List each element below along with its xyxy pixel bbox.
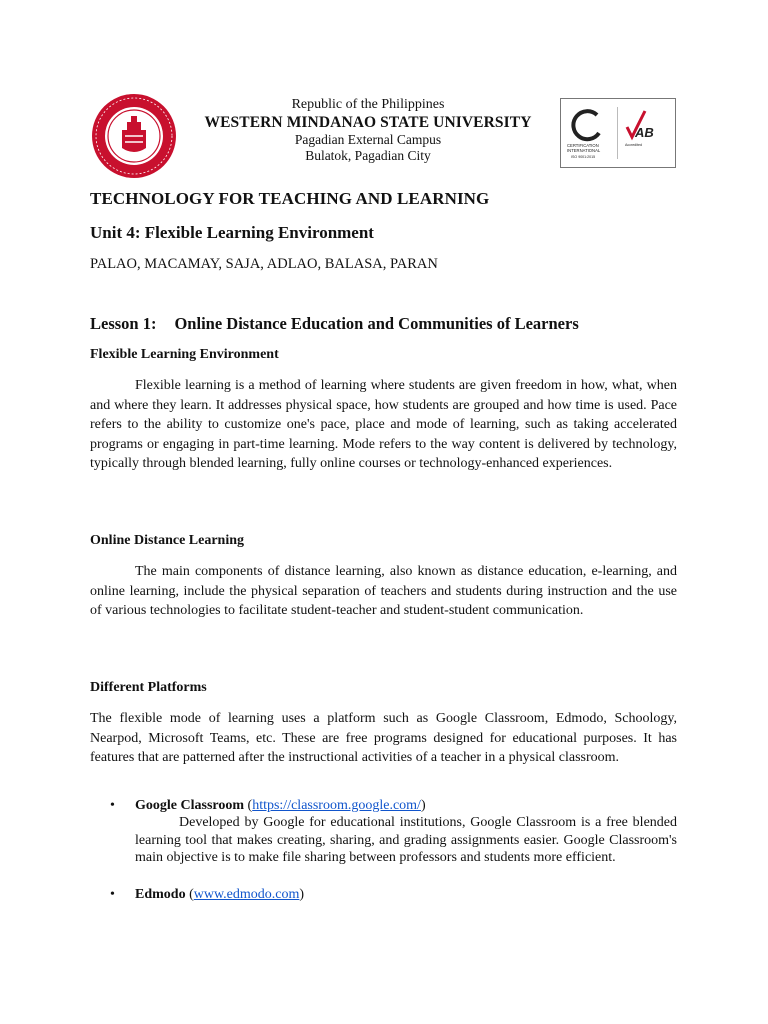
section-heading-flexible: Flexible Learning Environment bbox=[90, 347, 279, 362]
list-item: • Edmodo (www.edmodo.com) bbox=[110, 886, 305, 902]
paragraph-flexible: Flexible learning is a method of learning where students are given freedom in how, what, when and where they learn. It addresses physical space, how students are grouped and how time is used. Pace refers to the ability to customize one's pace, place and mode of learning, such as taking accelerated programs or engaging in part-time learning. Mode refers to the way content is delivered by technology, typically through blended learning, fully online courses or technology-enhanced experiences. bbox=[90, 378, 677, 472]
campus-line: Pagadian External Campus bbox=[294, 132, 442, 147]
section-heading-online: Online Distance Learning bbox=[90, 533, 245, 548]
address-line: Bulatok, Pagadian City bbox=[305, 148, 431, 163]
bullet-icon: • bbox=[110, 886, 115, 902]
svg-text:ISO 9001:2015: ISO 9001:2015 bbox=[571, 155, 596, 159]
svg-text:CERTIFICATION: CERTIFICATION bbox=[567, 143, 599, 148]
letterhead-text bbox=[198, 96, 538, 164]
list-item: • Google Classroom (https://classroom.google.com/) Developed by Google for educational institutions, Google Classroom is a free blended learning tool that makes creating, sharing, and grading assignments easier. Google Classroom's main objective is to make file sharing between professors and students more efficient. bbox=[110, 798, 677, 866]
svg-text:INTERNATIONAL: INTERNATIONAL bbox=[567, 148, 601, 153]
university-name: WESTERN MINDANAO STATE UNIVERSITY bbox=[204, 114, 532, 131]
section-heading-platforms: Different Platforms bbox=[90, 680, 207, 695]
platform-name: Edmodo bbox=[135, 886, 186, 902]
edmodo-link[interactable]: www.edmodo.com bbox=[193, 886, 300, 902]
unit-title: Unit 4: Flexible Learning Environment bbox=[90, 223, 374, 242]
university-seal-logo bbox=[90, 92, 178, 180]
lesson-number: Lesson 1: bbox=[90, 314, 157, 333]
bullet-icon: • bbox=[110, 798, 115, 813]
platform-name: Google Classroom bbox=[135, 798, 245, 813]
google-classroom-link[interactable]: https://classroom.google.com/ bbox=[252, 798, 421, 813]
lesson-heading bbox=[90, 314, 579, 334]
republic-line: Republic of the Philippines bbox=[291, 97, 445, 112]
platform-list bbox=[90, 797, 677, 903]
letterhead bbox=[86, 92, 680, 178]
paragraph-platforms: The flexible mode of learning uses a platform such as Google Classroom, Edmodo, Schoology, Nearpod, Microsoft Teams, etc. These are free programs designed for educational purposes. It has features that are patterned after the instructional activities of a teacher in a physical classroom. bbox=[90, 711, 677, 766]
lesson-title: Online Distance Education and Communities of Learners bbox=[174, 314, 579, 333]
authors: PALAO, MACAMAY, SAJA, ADLAO, BALASA, PARAN bbox=[90, 256, 438, 272]
paragraph-online: The main components of distance learning, also known as distance education, e-learning, and online learning, include the physical separation of teachers and students during instruction and the use of various technologies to facilitate student-teacher and student-student communication. bbox=[90, 564, 677, 619]
svg-text:Accredited: Accredited bbox=[625, 143, 642, 147]
course-title: TECHNOLOGY FOR TEACHING AND LEARNING bbox=[90, 189, 490, 208]
certification-logo bbox=[560, 98, 676, 168]
platform-description: Developed by Google for educational institutions, Google Classroom is a free blended learning tool that makes creating, sharing, and grading assignments easier. Google Classroom's main objective is to make file sharing between professors and students more efficient. bbox=[135, 815, 677, 866]
svg-text:AB: AB bbox=[635, 125, 654, 140]
